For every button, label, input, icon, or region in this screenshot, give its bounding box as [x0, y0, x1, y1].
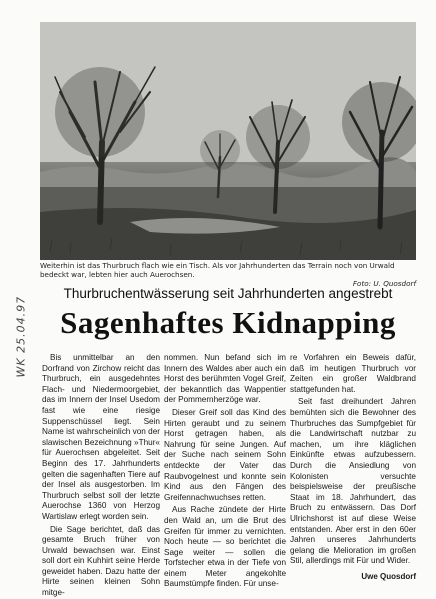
- stamp-text: WK 25.04.97: [14, 295, 28, 378]
- paragraph: re Vorfahren ein Beweis dafür, daß im heutigen Thurbruch vor Zeiten ein großer Waldbrand stattgefunden hat.: [290, 353, 416, 394]
- landscape-photo: [40, 22, 416, 260]
- article-subtitle: Thurbruchentwässerung seit Jahrhunderten angestrebt: [63, 286, 393, 301]
- paragraph: Die Sage berichtet, daß das gesamte Bruch früher von Urwald bewachsen war. Einst soll dort ein Kuhhirt seine Herde geweidet haben. Dazu hatte der Hirte seinen kleinen Sohn mitge-: [42, 524, 160, 598]
- caption-text: Weiterhin ist das Thurbruch flach wie ein Tisch. Als vor Jahrhunderten das Terrain noch von Urwald bedeckt war, lebten hier auch Auerochsen.: [40, 261, 395, 279]
- photo-credit: Foto: U. Quosdorf: [352, 279, 416, 288]
- paragraph: nommen. Nun befand sich im Innern des Waldes aber auch ein Horst des berühmten Vogel Greif, der bekanntlich das Wappentier der Pommernherzöge war.: [164, 353, 286, 405]
- column-1: [42, 353, 160, 599]
- paragraph: Seit fast dreihundert Jahren bemühten sich die Bewohner des Thurbruches das Sumpfgebiet für die Landwirtschaft nutzbar zu machen, um ihre kläglichen Einkünfte etwas aufzubessern. Durch die Ansiedlung von Kolonisten versuchte beispielsweise der preußische Staat im 18. Jahrhundert, das Bruch zu entwässern. Das Dorf Ulrichshorst ist auf diese Weise entstanden. Aber erst in den 60er Jahren unseres Jahrhunderts gelang die Melioration im großen Stil, allerdings mit Für und Wider.: [290, 397, 416, 566]
- paragraph: Bis unmittelbar an den Dorfrand von Zirchow reicht das Thurbruch, ein ausgedehntes Flach- und Niedermoorgebiet, das im Innern der Insel Usedom fast wie eine riesige Suppenschüssel liegt. Sein Name ist wahrscheinlich von der slawischen Bezeichnung »Thur« für Auerochsen abgeleitet. Seit Beginn des 17. Jahrhunderts gelten die sagenhaften Tiere auf der Insel als ausgestorben. Im Thurbruch selbst soll der letzte Auerochse 1360 von Herzog Wartislaw erlegt worden sein.: [42, 353, 160, 521]
- column-3: [290, 353, 416, 569]
- handwritten-date-stamp: [6, 290, 30, 380]
- article-headline: Sagenhaftes Kidnapping: [60, 305, 396, 340]
- paragraph: Aus Rache zündete der Hirte den Wald an, um die Brut des Greifen für immer zu vernichten. Noch heute — so berichtet die Sage weiter — sollen die Torfstecher etwa in der Tiefe von einem Meter angekohlte Baumstümpfe finden. Für unse-: [164, 505, 286, 589]
- column-2: [164, 353, 286, 592]
- paragraph: Dieser Greif soll das Kind des Hirten geraubt und zu seinem Horst getragen haben, als Nahrung für seine Jungen. Auf der Suche nach seinem Sohn entdeckte der Vater das Raubvogelnest und konnte sein Kind aus den Fängen des Greifennachwuchses retten.: [164, 407, 286, 502]
- author-byline: Uwe Quosdorf: [361, 572, 416, 581]
- thurbruch-photo-illustration: [40, 22, 416, 260]
- photo-caption: [40, 261, 416, 288]
